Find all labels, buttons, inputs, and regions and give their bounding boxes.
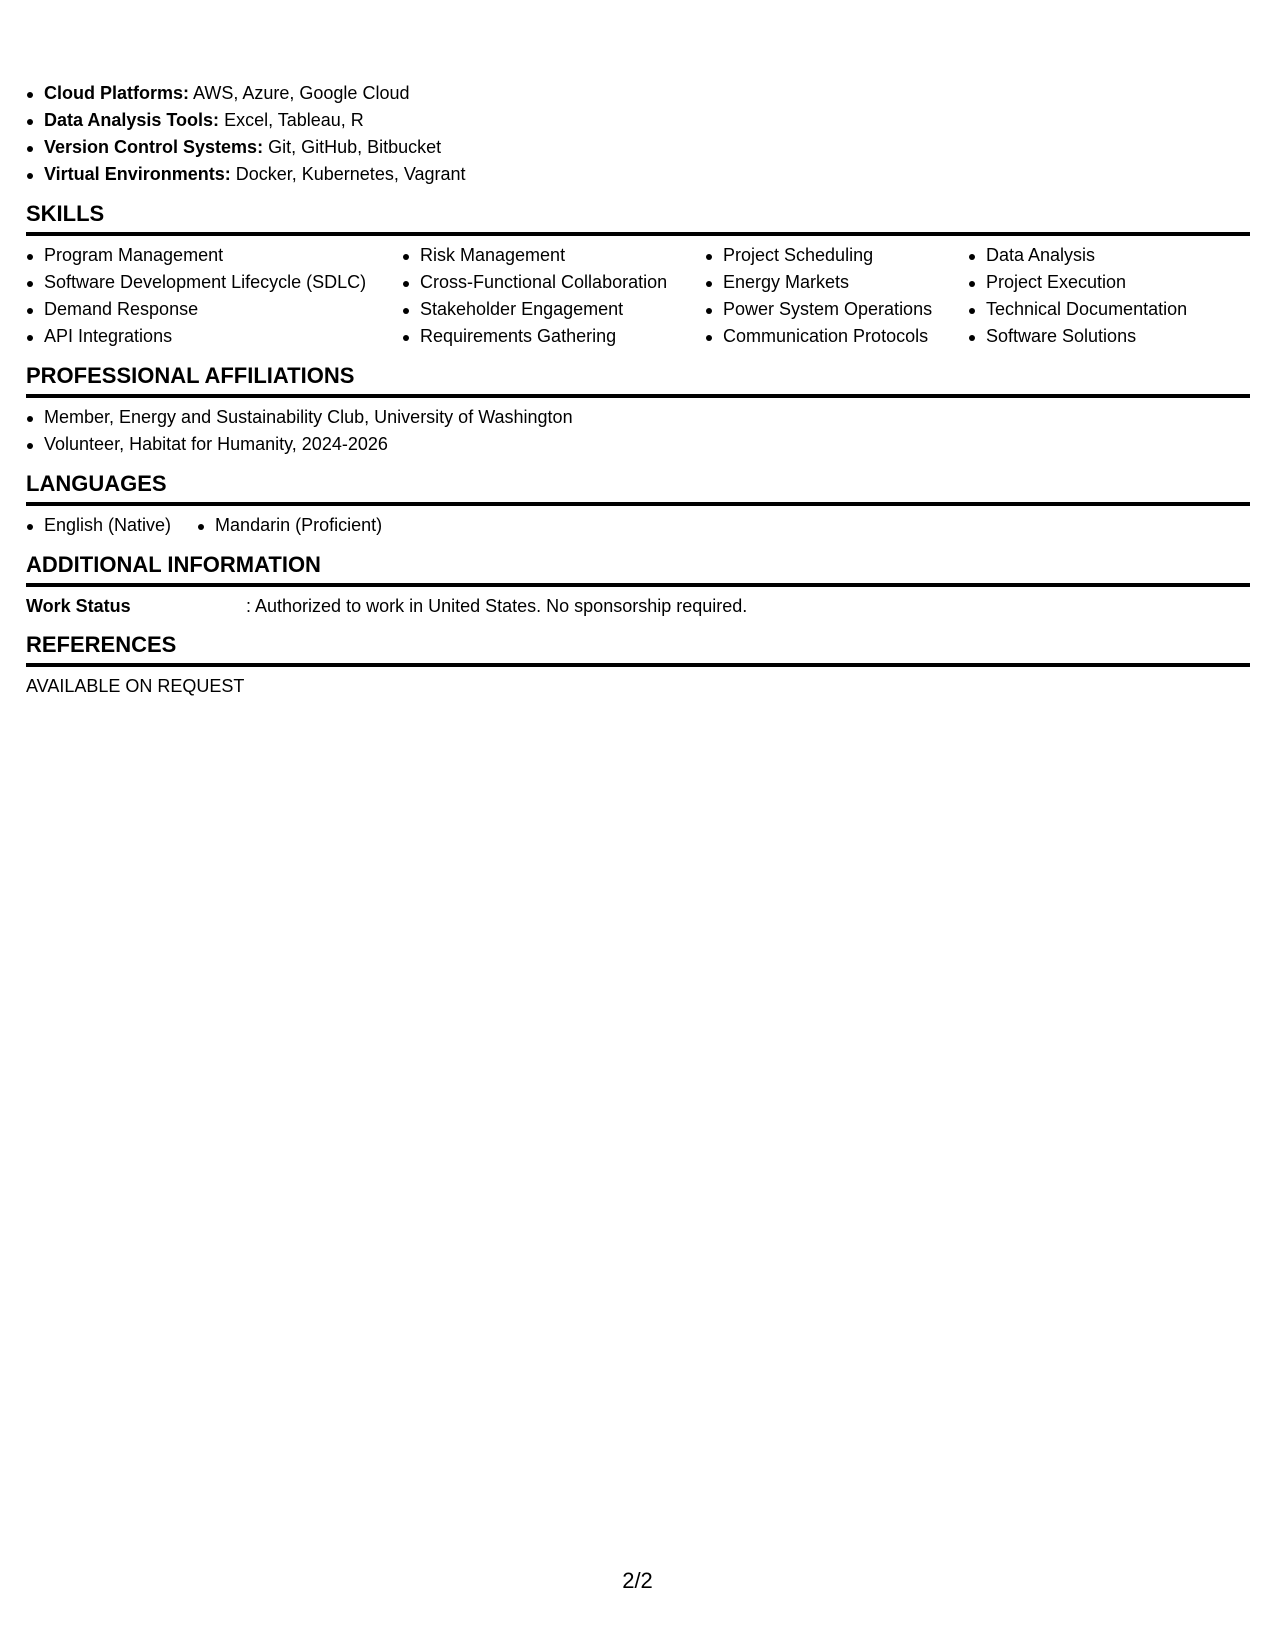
section-heading: ADDITIONAL INFORMATION (26, 551, 1250, 587)
skills-column (26, 242, 402, 350)
languages-section (26, 470, 1250, 539)
list-item: Software Development Lifecycle (SDLC) (26, 269, 402, 296)
list-item: Volunteer, Habitat for Humanity, 2024-2026 (26, 431, 1250, 458)
references-section (26, 631, 1250, 699)
list-item: Program Management (26, 242, 402, 269)
languages-list (26, 512, 1250, 539)
work-status-label: Work Status (26, 596, 131, 616)
resume-page (26, 80, 1250, 699)
list-item: Cross-Functional Collaboration (402, 269, 705, 296)
skills-column (705, 242, 968, 350)
item-value: Git, GitHub, Bitbucket (268, 137, 442, 157)
list-item: Power System Operations (705, 296, 968, 323)
work-status-value: : Authorized to work in United States. No sponsorship required. (246, 596, 748, 616)
section-heading: REFERENCES (26, 631, 1250, 667)
item-label: Cloud Platforms: (44, 83, 190, 103)
additional-info-section (26, 551, 1250, 619)
list-item: Energy Markets (705, 269, 968, 296)
list-item: Technical Documentation (968, 296, 1238, 323)
page-number: 2/2 (622, 1568, 653, 1593)
work-status-row (26, 593, 1250, 619)
list-item (26, 107, 1250, 134)
section-heading: SKILLS (26, 200, 1250, 236)
item-value: Docker, Kubernetes, Vagrant (235, 164, 466, 184)
item-label: Data Analysis Tools: (44, 110, 220, 130)
list-item: API Integrations (26, 323, 402, 350)
skills-column (968, 242, 1238, 350)
list-item (26, 80, 1250, 107)
item-value: Excel, Tableau, R (224, 110, 364, 130)
technical-skills-list (26, 80, 1250, 188)
references-text: AVAILABLE ON REQUEST (26, 676, 245, 696)
list-item: Software Solutions (968, 323, 1238, 350)
section-heading: LANGUAGES (26, 470, 1250, 506)
list-item (26, 134, 1250, 161)
item-value: AWS, Azure, Google Cloud (193, 83, 410, 103)
list-item: Risk Management (402, 242, 705, 269)
list-item (26, 161, 1250, 188)
list-item: Project Execution (968, 269, 1238, 296)
list-item: Communication Protocols (705, 323, 968, 350)
list-item: Requirements Gathering (402, 323, 705, 350)
list-item: Mandarin (Proficient) (197, 512, 382, 539)
list-item: Demand Response (26, 296, 402, 323)
item-label: Virtual Environments: (44, 164, 231, 184)
list-item: Data Analysis (968, 242, 1238, 269)
item-label: Version Control Systems: (44, 137, 264, 157)
list-item: Stakeholder Engagement (402, 296, 705, 323)
affiliations-section (26, 362, 1250, 458)
skills-section (26, 200, 1250, 350)
skills-grid (26, 242, 1250, 350)
skills-column (402, 242, 705, 350)
list-item: Project Scheduling (705, 242, 968, 269)
list-item: Member, Energy and Sustainability Club, University of Washington (26, 404, 1250, 431)
section-heading: PROFESSIONAL AFFILIATIONS (26, 362, 1250, 398)
list-item: English (Native) (26, 512, 171, 539)
affiliations-list (26, 404, 1250, 458)
